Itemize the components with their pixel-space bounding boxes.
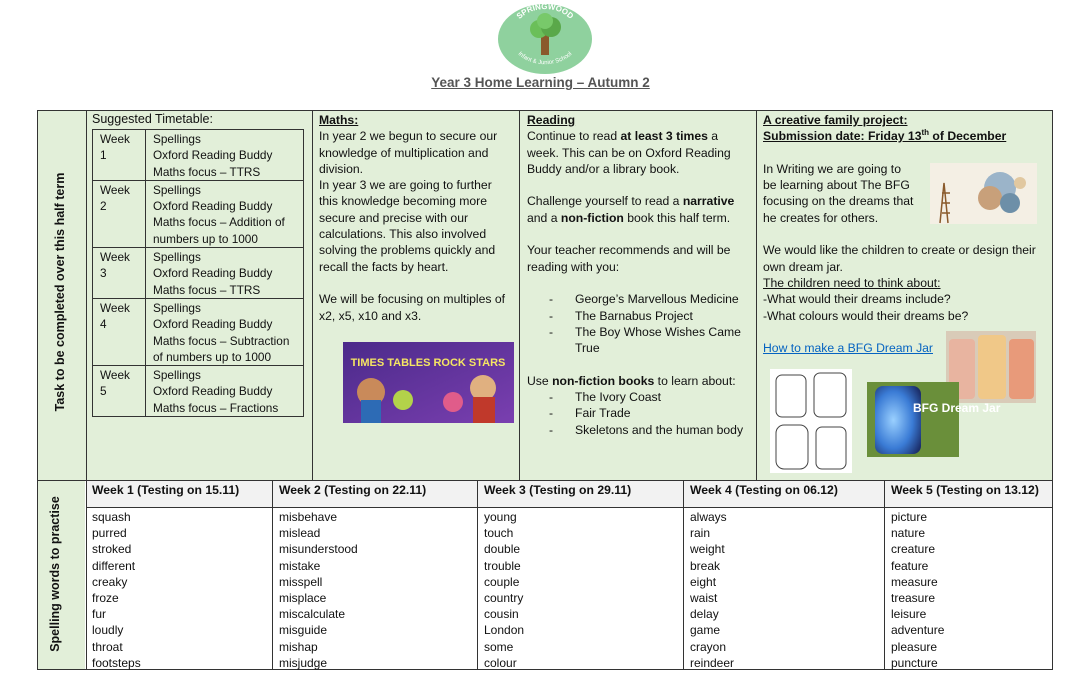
spelling-word: mistake <box>279 558 321 573</box>
timetable-items-cell <box>146 130 304 181</box>
reading-para-1: Continue to read at least 3 times a <box>527 129 719 144</box>
jar-photo-label: BFG Dream Jar <box>913 401 1001 415</box>
timetable-item: numbers up to 1000 <box>153 231 258 246</box>
spelling-week-5-heading: Week 5 (Testing on 13.12) <box>891 483 1039 497</box>
timetable-week-label: Week <box>100 132 130 146</box>
spelling-word: loudly <box>92 623 124 638</box>
spelling-word: cousin <box>484 607 519 622</box>
spelling-word: misjudge <box>279 655 328 670</box>
timetable-row <box>93 298 304 365</box>
spelling-word: game <box>690 623 721 638</box>
timetable-week-cell <box>93 366 146 417</box>
spelling-week-1-words <box>92 509 141 671</box>
timetable-item: Maths focus – Addition of <box>153 215 285 230</box>
spelling-word: squash <box>92 510 131 524</box>
timetable-week-label: Week <box>100 368 130 383</box>
spelling-word: misbehave <box>279 510 338 524</box>
maths-line: calculations. This also involved <box>319 227 487 242</box>
timetable-week-cell <box>93 298 146 365</box>
spelling-word: stroked <box>92 542 132 557</box>
maths-line: recall the facts by heart. <box>319 259 449 274</box>
spelling-word: touch <box>484 526 514 541</box>
jar-drawings <box>770 369 852 473</box>
maths-text <box>319 128 515 324</box>
timetable-item: Maths focus – TTRS <box>153 282 261 297</box>
timetable-item: Oxford Reading Buddy <box>153 266 273 281</box>
timetable-item: Oxford Reading Buddy <box>153 148 273 163</box>
spelling-word: puncture <box>891 655 938 670</box>
col-divider <box>477 480 478 670</box>
timetable-row <box>93 130 304 181</box>
timetable-item: Spellings <box>153 250 201 265</box>
writing-line: he creates for others. <box>763 210 879 225</box>
col-divider <box>312 110 313 480</box>
timetable-title: Suggested Timetable: <box>92 112 213 126</box>
timetable-week-label: Week <box>100 250 130 265</box>
row-divider <box>86 507 1053 508</box>
spelling-word: weight <box>690 542 725 557</box>
page-title: Year 3 Home Learning – Autumn 2 <box>431 75 650 90</box>
maths-line: this knowledge becoming more <box>319 194 488 209</box>
spelling-word: rain <box>690 526 711 541</box>
think-about-questions <box>763 291 1051 324</box>
col-divider <box>86 110 87 670</box>
spelling-word: measure <box>891 574 938 589</box>
maths-line: secure and precise with our <box>319 210 469 225</box>
timetable-item: Oxford Reading Buddy <box>153 317 273 332</box>
maths-line: knowledge of multiplication and <box>319 145 489 160</box>
spelling-week-1-heading: Week 1 (Testing on 15.11) <box>92 483 240 497</box>
timetable-items-cell <box>146 180 304 247</box>
spelling-word: country <box>484 591 524 606</box>
spelling-word: pleasure <box>891 639 938 654</box>
nonfiction-topics-list <box>527 389 755 438</box>
spelling-word: froze <box>92 591 119 606</box>
maths-line <box>319 275 515 291</box>
timetable-week-label: 1 <box>100 148 107 163</box>
book-item: True <box>575 341 600 356</box>
spelling-word: picture <box>891 510 928 524</box>
logo-text-bottom: Infant & Junior School <box>516 51 574 67</box>
timetable-week-cell <box>93 180 146 247</box>
writing-line: In Writing we are going to <box>763 161 901 176</box>
reading-para-4: Use non-fiction books to learn about: <box>527 373 736 388</box>
question-item: -What would their dreams include? <box>763 292 951 307</box>
timetable-item: Oxford Reading Buddy <box>153 199 273 214</box>
spelling-word: reindeer <box>690 655 735 670</box>
timetable-items-cell <box>146 248 304 299</box>
timetable-item: Maths focus – Fractions <box>153 400 279 415</box>
timetable-week-label: Week <box>100 182 130 197</box>
submission-date: Submission date: Friday 13th of December <box>763 128 1007 144</box>
reading-para-2-line2: and a non-fiction book this half term. <box>527 210 731 225</box>
spelling-word: young <box>484 510 517 524</box>
col-divider <box>519 110 520 480</box>
school-logo <box>497 3 593 75</box>
spelling-word: different <box>92 558 136 573</box>
recommended-books-list <box>527 291 755 356</box>
spelling-word: break <box>690 558 721 573</box>
timetable-item: Maths focus – Subtraction <box>153 333 290 348</box>
spelling-week-5-words <box>891 509 944 671</box>
reading-para-2: Challenge yourself to read a narrative <box>527 194 735 209</box>
timetable-row <box>93 180 304 247</box>
spelling-word: creaky <box>92 574 128 589</box>
maths-line: division. <box>319 161 364 176</box>
timetable-row <box>93 366 304 417</box>
timetable-item: Oxford Reading Buddy <box>153 384 273 399</box>
spelling-word: crayon <box>690 639 727 654</box>
tasks-side-label: Task to be completed over this half term <box>53 172 67 412</box>
spelling-word: trouble <box>484 558 521 573</box>
dream-jar-task: We would like the children to create or design their <box>763 243 1036 258</box>
spelling-word: footsteps <box>92 655 141 670</box>
reading-para-1-line2: week. This can be on Oxford Reading <box>527 145 731 160</box>
spelling-word: leisure <box>891 607 927 622</box>
topic-item: - Skeletons and the human body <box>527 422 755 438</box>
question-item: -What colours would their dreams be? <box>763 308 969 323</box>
row-divider <box>37 480 1053 481</box>
spelling-word: eight <box>690 574 717 589</box>
reading-para-3-line2: reading with you: <box>527 259 620 274</box>
col-divider <box>683 480 684 670</box>
spelling-word: misunderstood <box>279 542 358 557</box>
book-item: - The Boy Whose Wishes Came <box>527 324 755 340</box>
spelling-word: misguide <box>279 623 328 638</box>
spelling-word: treasure <box>891 591 936 606</box>
spelling-word: purred <box>92 526 127 541</box>
dream-jar-task-line2: own dream jar. <box>763 259 843 274</box>
spelling-week-4-words <box>690 509 734 671</box>
timetable-item: Spellings <box>153 132 201 146</box>
book-item: - George’s Marvellous Medicine <box>527 291 755 307</box>
timetable-item: Spellings <box>153 300 201 315</box>
timetable-week-cell <box>93 248 146 299</box>
spelling-side-label: Spelling words to practise <box>48 496 62 652</box>
writing-line: be learning about The BFG <box>763 178 910 193</box>
timetable-item: Spellings <box>153 368 201 383</box>
dream-jar-link[interactable]: How to make a BFG Dream Jar <box>763 341 933 356</box>
spelling-word: misspell <box>279 574 323 589</box>
timetable-row <box>93 248 304 299</box>
reading-section <box>527 112 755 438</box>
col-divider <box>272 480 273 670</box>
logo-text-top: SPRINGWOOD <box>514 3 576 21</box>
timetable-week-label: 3 <box>100 266 107 281</box>
timetable-week-cell <box>93 130 146 181</box>
timetable-week-label: 2 <box>100 199 107 214</box>
spelling-word: fur <box>92 607 107 622</box>
spelling-word: creature <box>891 542 936 557</box>
ttrs-logo-text: TIMES TABLES ROCK STARS <box>350 357 506 369</box>
book-item: - The Barnabus Project <box>527 308 755 324</box>
writing-line: focusing on the dreams that <box>763 194 914 209</box>
reading-para-1-line3: Buddy and/or a library book. <box>527 161 680 176</box>
spelling-word: couple <box>484 574 520 589</box>
topic-item: - The Ivory Coast <box>527 389 755 405</box>
times-tables-rockstars-image <box>343 342 514 423</box>
spelling-word: nature <box>891 526 926 541</box>
spelling-word: double <box>484 542 521 557</box>
maths-line: We will be focusing on multiples of <box>319 292 506 307</box>
spelling-word: delay <box>690 607 719 622</box>
reading-heading: Reading <box>527 113 576 127</box>
spelling-word: some <box>484 639 514 654</box>
spelling-word: always <box>690 510 727 524</box>
spelling-word: feature <box>891 558 929 573</box>
spelling-week-4-heading: Week 4 (Testing on 06.12) <box>690 483 838 497</box>
spelling-word: throat <box>92 639 123 654</box>
spelling-word: colour <box>484 655 517 670</box>
maths-heading: Maths: <box>319 113 359 127</box>
col-divider <box>756 110 757 480</box>
spelling-word: adventure <box>891 623 945 638</box>
dream-jars-photo <box>946 331 1036 403</box>
spelling-week-2-words <box>279 509 358 671</box>
timetable-week-label: 5 <box>100 384 107 399</box>
spelling-word: London <box>484 623 525 638</box>
maths-line: solving the problems quickly and <box>319 243 496 258</box>
timetable-item: Spellings <box>153 182 201 197</box>
maths-section <box>319 112 515 324</box>
col-divider <box>884 480 885 670</box>
timetable-week-label: 4 <box>100 317 107 332</box>
think-about-heading: The children need to think about: <box>763 275 941 290</box>
creative-section <box>763 112 1051 356</box>
timetable-item: Maths focus – TTRS <box>153 164 261 179</box>
spelling-word: waist <box>690 591 718 606</box>
spelling-word: mishap <box>279 639 318 654</box>
maths-line: In year 2 we begun to secure our <box>319 129 498 144</box>
creative-heading: A creative family project: <box>763 113 908 127</box>
spelling-word: misplace <box>279 591 327 606</box>
bfg-dream-jar-photo <box>867 382 1001 457</box>
spelling-word: miscalculate <box>279 607 346 622</box>
maths-line: In year 3 we are going to further <box>319 178 492 193</box>
spelling-week-2-heading: Week 2 (Testing on 22.11) <box>279 483 427 497</box>
spelling-week-3-words <box>484 509 524 671</box>
timetable-items-cell <box>146 366 304 417</box>
timetable-item: of numbers up to 1000 <box>153 349 272 364</box>
timetable-items-cell <box>146 298 304 365</box>
maths-line: x2, x5, x10 and x3. <box>319 308 422 323</box>
timetable <box>92 129 304 417</box>
timetable-week-label: Week <box>100 300 130 315</box>
spelling-week-3-heading: Week 3 (Testing on 29.11) <box>484 483 632 497</box>
spelling-word: mislead <box>279 526 321 541</box>
bfg-illustration <box>930 163 1037 224</box>
reading-para-3: Your teacher recommends and will be <box>527 243 731 258</box>
topic-item: - Fair Trade <box>527 405 755 421</box>
